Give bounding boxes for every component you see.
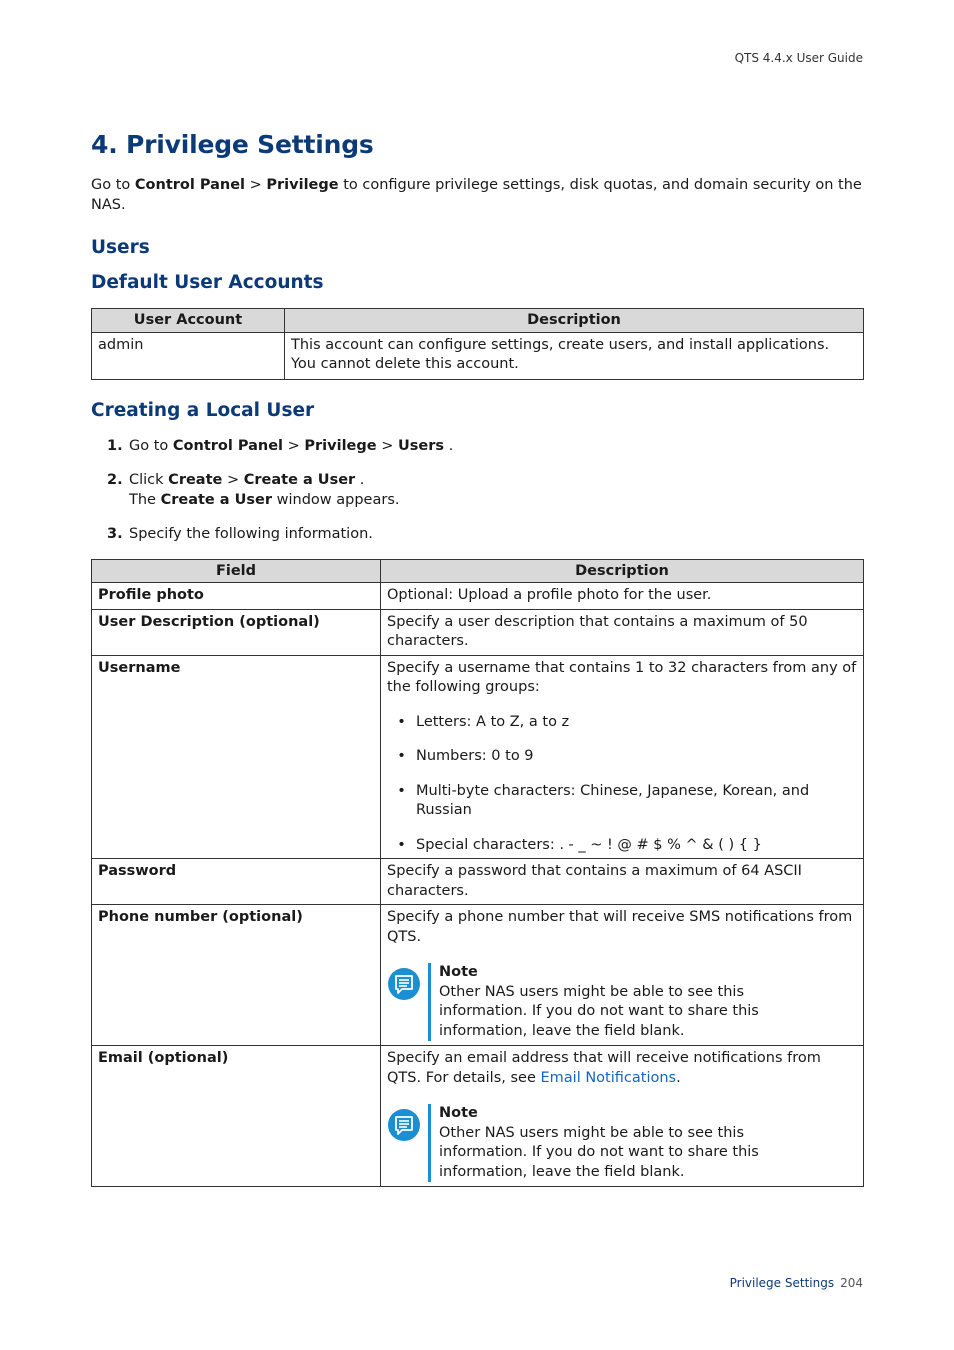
username-groups-list — [387, 713, 857, 856]
note-title: Note — [439, 1105, 478, 1121]
step-number: 2. — [107, 472, 123, 488]
field-name-cell: Email (optional) — [92, 1046, 381, 1187]
section-heading-users: Users — [91, 237, 150, 258]
page-content — [91, 130, 864, 1187]
list-item: • Numbers: 0 to 9 — [387, 747, 857, 767]
column-header: Description — [381, 559, 864, 583]
phone-description: Specify a phone number that will receive SMS notifications from QTS. — [387, 909, 853, 945]
description-cell: This account can configure settings, create users, and install applications. You cannot delete this account. — [285, 332, 864, 379]
page-title: 4. Privilege Settings — [91, 130, 374, 159]
field-name-cell: Profile photo — [92, 583, 381, 610]
note-text: Other NAS users might be able to see this information. If you do not want to share this information, leave the field blank. — [439, 1124, 759, 1180]
section-heading-create-user: Creating a Local User — [91, 399, 315, 421]
note-title: Note — [439, 964, 478, 980]
table-header-row — [92, 559, 864, 583]
list-item: • Special characters: . - _ ~ ! @ # $ % ^ & ( ) { } — [387, 836, 857, 856]
column-header: User Account — [92, 309, 285, 333]
email-description: Specify an email address that will receive notifications from QTS. For details, see Email Notifications. — [387, 1050, 821, 1086]
note-text: Other NAS users might be able to see this information. If you do not want to share this information, leave the field blank. — [439, 983, 759, 1039]
field-description-cell — [381, 905, 864, 1046]
step-number: 1. — [107, 437, 123, 454]
column-header: Description — [285, 309, 864, 333]
steps-list — [91, 437, 864, 545]
bullet-icon: • — [397, 836, 406, 853]
table-row — [92, 332, 864, 379]
bullet-icon: • — [397, 713, 406, 730]
field-description-cell: Specify a password that contains a maximum of 64 ASCII characters. — [381, 859, 864, 905]
list-item: • Letters: A to Z, a to z — [387, 713, 857, 733]
note-callout — [387, 1104, 857, 1182]
list-item — [91, 471, 864, 510]
list-item — [91, 525, 864, 545]
list-item — [91, 437, 864, 457]
bullet-icon: • — [397, 782, 406, 799]
username-description: Specify a username that contains 1 to 32 characters from any of the following groups: — [387, 659, 857, 695]
field-name-cell: Password — [92, 859, 381, 905]
step-number: 3. — [107, 526, 123, 542]
note-body — [428, 1104, 769, 1182]
running-header: QTS 4.4.x User Guide — [734, 51, 863, 65]
table-row — [92, 609, 864, 655]
table-row — [92, 1046, 864, 1187]
note-body — [428, 963, 769, 1041]
table-row — [92, 859, 864, 905]
column-header: Field — [92, 559, 381, 583]
field-description-cell: Specify a user description that contains a maximum of 50 characters. — [381, 609, 864, 655]
list-item: • Multi-byte characters: Chinese, Japanese, Korean, and Russian — [387, 782, 857, 821]
field-description-cell — [381, 655, 864, 859]
field-name-cell: Phone number (optional) — [92, 905, 381, 1046]
footer-section-name: Privilege Settings — [729, 1276, 835, 1290]
note-icon — [387, 963, 428, 1041]
table-row — [92, 655, 864, 859]
field-name-cell: User Description (optional) — [92, 609, 381, 655]
user-fields-table — [91, 559, 864, 1188]
field-name-cell: Username — [92, 655, 381, 859]
email-notifications-link[interactable]: Email Notifications — [540, 1069, 677, 1086]
note-icon — [387, 1104, 428, 1182]
step-text: Go to Control Panel > Privilege > Users . — [129, 437, 454, 454]
table-row — [92, 583, 864, 610]
note-callout — [387, 963, 857, 1041]
intro-paragraph: Go to Control Panel > Privilege to configure privilege settings, disk quotas, and domain security on the NAS. — [91, 177, 862, 213]
field-description-cell: Optional: Upload a profile photo for the user. — [381, 583, 864, 610]
bullet-icon: • — [397, 748, 406, 764]
field-description-cell — [381, 1046, 864, 1187]
step-text: Specify the following information. — [129, 526, 373, 542]
page-footer — [730, 1276, 863, 1290]
table-header-row — [92, 309, 864, 333]
section-heading-default-accounts: Default User Accounts — [91, 272, 324, 293]
table-row — [92, 905, 864, 1046]
account-cell: admin — [92, 332, 285, 379]
default-accounts-table — [91, 308, 864, 380]
step-text: Click Create > Create a User . The Create a User window appears. — [129, 472, 400, 508]
page-number: 204 — [840, 1276, 863, 1290]
